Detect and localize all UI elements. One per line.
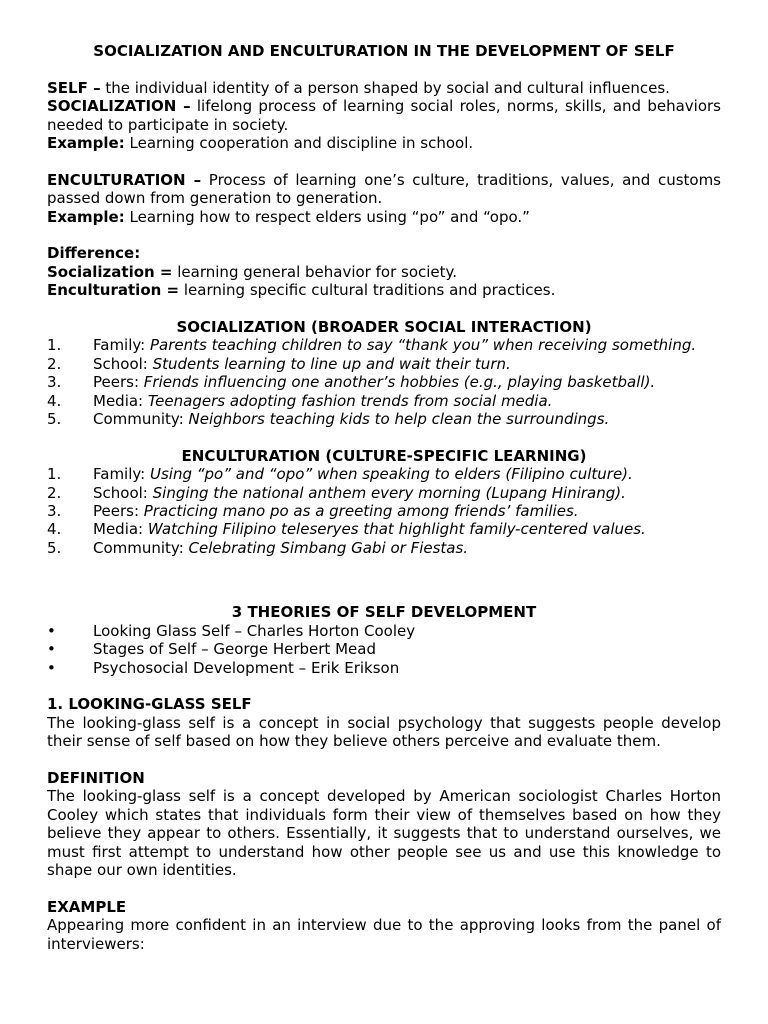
list-label: Community:: [93, 538, 189, 557]
theories-list: [47, 622, 721, 677]
list-item: [47, 520, 721, 538]
enculturation-example: [47, 208, 721, 226]
bullet-icon: •: [47, 640, 56, 659]
list-item: [47, 465, 721, 483]
list-number: 2.: [47, 483, 62, 502]
enculturation-list: [47, 465, 721, 557]
difference-socialization-text: learning general behavior for society.: [172, 262, 458, 281]
document-title: SOCIALIZATION AND ENCULTURATION IN THE DEVELOPMENT OF SELF: [93, 42, 675, 60]
socialization-term: SOCIALIZATION –: [47, 97, 191, 116]
list-item: [47, 336, 721, 354]
list-label: Media:: [93, 391, 148, 410]
list-text: Friends influencing one another’s hobbies (e.g., playing basketball).: [143, 373, 656, 392]
list-label: Family:: [93, 336, 150, 355]
list-number: 4.: [47, 520, 62, 539]
enculturation-term: ENCULTURATION –: [47, 170, 202, 189]
enculturation-section-heading: ENCULTURATION (CULTURE-SPECIFIC LEARNING): [181, 446, 587, 465]
example-heading: EXAMPLE: [47, 897, 127, 916]
list-text: Practicing mano po as a greeting among friends’ families.: [143, 502, 579, 521]
list-item: [47, 410, 721, 428]
difference-socialization: [47, 263, 721, 281]
list-number: 5.: [47, 410, 62, 429]
difference-socialization-label: Socialization =: [47, 262, 173, 281]
list-label: School:: [93, 483, 153, 502]
socialization-definition: [47, 97, 721, 134]
example-text: Appearing more confident in an interview due to the approving looks from the panel of interviewers:: [47, 916, 721, 953]
list-label: Peers:: [93, 373, 144, 392]
list-text: Psychosocial Development – Erik Erikson: [93, 658, 400, 677]
theories-heading: 3 THEORIES OF SELF DEVELOPMENT: [231, 603, 537, 622]
list-text: Singing the national anthem every morning (Lupang Hinirang).: [152, 483, 626, 502]
socialization-example: [47, 134, 721, 152]
list-label: Media:: [93, 520, 148, 539]
list-item: [47, 622, 721, 640]
list-item: [47, 640, 721, 658]
list-label: School:: [93, 354, 153, 373]
list-text: Looking Glass Self – Charles Horton Cooley: [93, 621, 416, 640]
difference-enculturation-label: Enculturation =: [47, 281, 180, 300]
self-term: SELF –: [47, 78, 101, 97]
bullet-icon: •: [47, 658, 56, 677]
difference-heading: Difference:: [47, 244, 141, 263]
list-number: 2.: [47, 354, 62, 373]
example-text: Learning cooperation and discipline in school.: [124, 134, 474, 153]
list-item: [47, 392, 721, 410]
list-text: Teenagers adopting fashion trends from social media.: [147, 391, 553, 410]
list-item: [47, 539, 721, 557]
list-label: Community:: [93, 410, 189, 429]
self-text: the individual identity of a person shaped by social and cultural influences.: [100, 78, 670, 97]
list-text: Neighbors teaching kids to help clean the surroundings.: [188, 410, 610, 429]
list-item: [47, 373, 721, 391]
list-number: 3.: [47, 373, 62, 392]
list-number: 4.: [47, 391, 62, 410]
list-number: 1.: [47, 465, 62, 484]
self-definition: [47, 79, 721, 97]
difference-enculturation-text: learning specific cultural traditions and practices.: [179, 281, 556, 300]
definition-text: The looking-glass self is a concept developed by American sociologist Charles Horton Cooley which states that individuals form their view of themselves based on how they believe they appear to others. Essentially, it suggests that to understand ourselves, we must first attempt to understand how other people see us and use this knowledge to shape our own identities.: [47, 787, 721, 879]
list-text: Stages of Self – George Herbert Mead: [93, 640, 376, 659]
socialization-section-heading: SOCIALIZATION (BROADER SOCIAL INTERACTION): [176, 318, 592, 337]
socialization-list: [47, 336, 721, 428]
list-item: [47, 502, 721, 520]
enculturation-definition: [47, 171, 721, 208]
list-text: Using “po” and “opo” when speaking to elders (Filipino culture).: [150, 465, 633, 484]
looking-glass-intro: The looking-glass self is a concept in social psychology that suggests people develop their sense of self based on how they believe others perceive and evaluate them.: [47, 713, 721, 751]
socialization-text: lifelong process of learning social roles, norms, skills, and behaviors needed to participate in society.: [47, 97, 721, 134]
definition-heading: DEFINITION: [47, 768, 145, 787]
list-text: Parents teaching children to say “thank you” when receiving something.: [150, 336, 697, 355]
example-text: Learning how to respect elders using “po” and “opo.”: [124, 207, 530, 226]
looking-glass-heading: 1. LOOKING-GLASS SELF: [47, 695, 252, 714]
difference-enculturation: [47, 281, 721, 299]
example-label: Example:: [47, 134, 125, 153]
list-number: 3.: [47, 502, 62, 521]
list-number: 1.: [47, 336, 62, 355]
list-item: [47, 659, 721, 677]
example-label: Example:: [47, 207, 125, 226]
list-label: Family:: [93, 465, 150, 484]
list-text: Celebrating Simbang Gabi or Fiestas.: [188, 538, 469, 557]
list-label: Peers:: [93, 502, 144, 521]
list-number: 5.: [47, 538, 62, 557]
bullet-icon: •: [47, 621, 56, 640]
list-text: Watching Filipino teleseryes that highlight family-centered values.: [147, 520, 646, 539]
list-item: [47, 355, 721, 373]
list-item: [47, 484, 721, 502]
list-text: Students learning to line up and wait their turn.: [152, 354, 511, 373]
enculturation-text: Process of learning one’s culture, traditions, values, and customs passed down from generation to generation.: [47, 170, 722, 208]
